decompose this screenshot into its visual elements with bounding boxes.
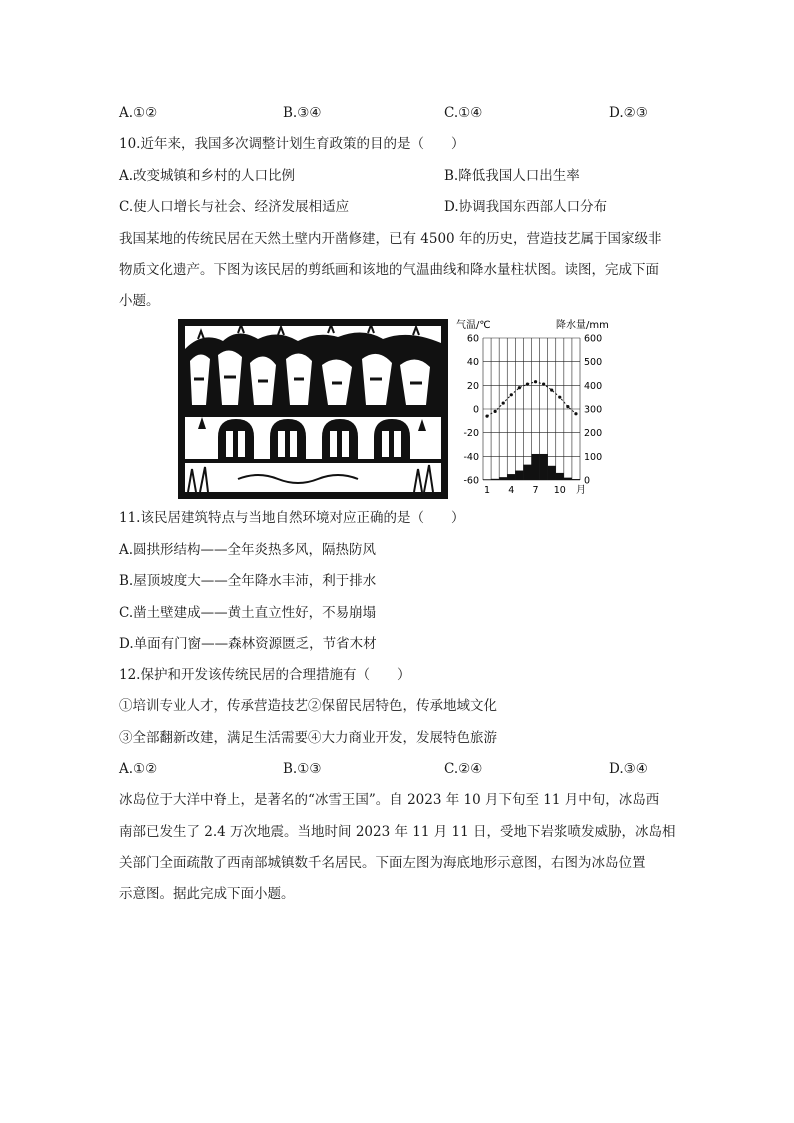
q11-option-c: C.凿土壁建成——黄土直立性好，不易崩塌 [119,605,377,621]
temperature-point [502,401,505,404]
passage2-line3: 关部门全面疏散了西南部城镇数千名居民。下面左图为海底地形示意图，右图为冰岛位置 [119,855,646,871]
left-axis-label: 气温/℃ [456,320,491,331]
q10-options-row1 [119,167,639,185]
left-tick-label: 20 [466,380,479,392]
q10-option-a: A.改变城镇和乡村的人口比例 [119,168,296,184]
q10-stem: 10.近年来，我国多次调整计划生育政策的目的是（ ） [119,136,465,152]
passage1-line2: 物质文化遗产。下图为该民居的剪纸画和该地的气温曲线和降水量柱状图。读图，完成下面 [119,262,659,278]
temperature-point [574,412,577,415]
right-tick-label: 200 [584,428,603,440]
temperature-point [542,383,545,386]
q9-option-d: D.②③ [609,105,648,121]
q11-option-b: B.屋顶坡度大——全年降水丰沛，利于排水 [119,573,377,589]
q11-option-a: A.圆拱形结构——全年炎热多风，隔热防风 [119,542,377,558]
temperature-point [494,410,497,413]
q12-option-c: C.②④ [444,761,483,777]
precipitation-bar [540,454,548,480]
temperature-point [526,383,529,386]
q9-options [119,104,648,122]
temperature-point [550,388,553,391]
passage2-line4: 示意图。据此完成下面小题。 [119,886,295,902]
right-tick-label: 300 [584,404,603,416]
precipitation-bar [532,454,540,480]
precipitation-bar [523,465,531,480]
left-tick-label: -40 [463,451,479,463]
precipitation-bar [572,479,580,480]
q9-option-b: B.③④ [283,105,322,121]
q11-stem: 11.该民居建筑特点与当地自然环境对应正确的是（ ） [119,510,465,526]
q10-option-d: D.协调我国东西部人口分布 [444,199,608,215]
passage2-line1: 冰岛位于大洋中脊上，是著名的“冰雪王国”。自 2023 年 10 月下旬至 11 月中旬，冰岛西 [119,792,660,808]
precipitation-bar [491,479,499,480]
q10-option-b: B.降低我国人口出生率 [444,168,580,184]
q12-option-a: A.①② [119,761,158,777]
q12-items-line2: ③全部翻新改建，满足生活需要④大力商业开发，发展特色旅游 [119,730,497,746]
q9-option-c: C.①④ [444,105,483,121]
left-tick-label: -20 [463,428,479,440]
q9-option-a: A.①② [119,105,158,121]
left-tick-label: -60 [463,475,479,487]
precipitation-bar [507,474,515,480]
temperature-point [518,386,521,389]
x-tick-labels [484,485,566,496]
left-tick-labels [463,334,479,487]
right-tick-labels [584,334,602,487]
figure-dwelling-and-climate [178,316,608,501]
left-tick-label: 0 [472,404,479,416]
x-tick-label: 1 [484,485,491,496]
x-tick-label: 4 [508,485,515,496]
q12-options [119,760,648,778]
right-tick-label: 100 [584,451,603,463]
cave-dwelling-papercut-image [178,319,448,499]
left-tick-label: 40 [466,357,479,369]
x-tick-label: 7 [532,485,539,496]
passage1-line3: 小题。 [119,293,160,309]
precipitation-bar [556,473,564,480]
climate-chart [448,316,613,501]
x-tick-label: 10 [553,485,566,496]
x-unit-label: 月 [576,485,586,496]
q11-option-d: D.单面有门窗——森林资源匮乏，节省木材 [119,636,377,652]
right-tick-label: 600 [584,333,603,345]
passage1-line1: 我国某地的传统民居在天然土壁内开凿修建，已有 4500 年的历史，营造技艺属于国家级非 [119,231,662,247]
temperature-point [485,415,488,418]
right-axis-label: 降水量/mm [556,320,609,331]
right-tick-label: 400 [584,380,603,392]
q10-option-c: C.使人口增长与社会、经济发展相适应 [119,199,350,215]
q12-stem: 12.保护和开发该传统民居的合理措施有（ ） [119,667,411,683]
temperature-point [558,396,561,399]
precipitation-bar [499,477,507,480]
temperature-point [510,393,513,396]
right-tick-label: 500 [584,357,603,369]
q12-option-d: D.③④ [609,761,648,777]
right-tick-label: 0 [584,475,591,487]
precipitation-bars [483,454,580,480]
q10-options-row2 [119,198,639,216]
precipitation-bar [515,471,523,480]
temperature-point [534,380,537,383]
q12-items-line1: ①培训专业人才，传承营造技艺②保留民居特色，传承地域文化 [119,698,497,714]
precipitation-bar [548,466,556,480]
left-tick-label: 60 [466,333,479,345]
precipitation-bar [564,478,572,480]
temperature-point [566,405,569,408]
precipitation-bar [483,479,491,480]
q12-option-b: B.①③ [283,761,322,777]
passage2-line2: 南部已发生了 2.4 万次地震。当地时间 2023 年 11 月 11 日，受地下岩浆喷发威胁，冰岛相 [119,824,676,840]
